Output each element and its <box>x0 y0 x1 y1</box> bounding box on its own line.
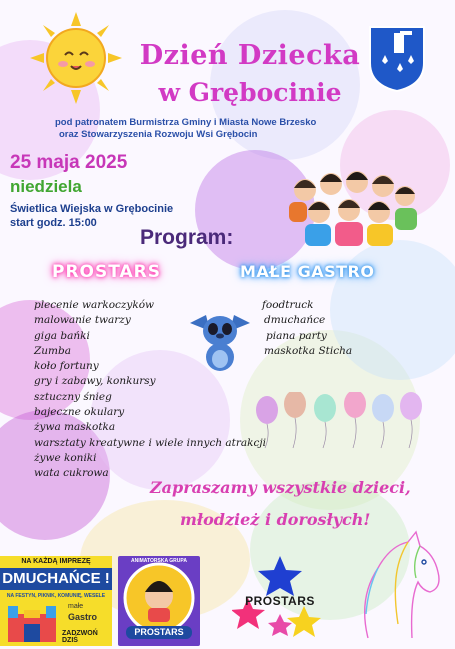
prostars-heading: PROSTARS <box>52 262 162 282</box>
ad-brand-name: Gastro <box>68 612 98 622</box>
sun-illustration <box>30 12 122 104</box>
list-item: bajeczne okulary <box>34 406 125 419</box>
list-item: malowanie twarzy <box>34 314 131 327</box>
list-item: warsztaty kreatywne i wiele innych atrakcji <box>34 436 267 449</box>
ad-brand-small: małe <box>68 603 84 610</box>
patronage-text <box>55 117 385 141</box>
list-item: plecenie warkoczyków <box>34 299 155 311</box>
male-gastro-activity-list <box>262 298 412 359</box>
prostars-badge-logo <box>118 556 200 646</box>
badge-name: PROSTARS <box>126 626 192 639</box>
invite-line1: Zapraszamy wszystkie dzieci, <box>150 478 411 497</box>
stars-logo-text: PROSTARS <box>245 594 315 608</box>
badge-top-text: ANIMATORSKA GRUPA <box>131 558 187 564</box>
patronage-line2: oraz Stowarzyszenia Rozwoju Wsi Grębocin <box>59 129 258 140</box>
event-title-line1: Dzień Dziecka <box>139 40 361 71</box>
program-heading: Program: <box>140 226 234 249</box>
patronage-line1: pod patronatem Burmistrza Gminy i Miasta Nowe Brzesko <box>55 117 317 128</box>
invite-line2: młodzież i dorosłych! <box>180 510 371 529</box>
list-item: Zumba <box>34 344 71 357</box>
list-item: piana party <box>266 329 327 342</box>
ad-top-text: NA KAŻDĄ IMPREZĘ <box>21 558 91 565</box>
event-day: niedziela <box>10 177 82 196</box>
ad-call-to-action: ZADZWOŃ DZIŚ <box>62 630 98 644</box>
event-start-time: start godz. 15:00 <box>10 217 97 229</box>
prostars-stars-logo <box>232 554 328 644</box>
stitch-mascot-icon <box>188 305 252 373</box>
event-date: 25 maja 2025 <box>10 152 128 173</box>
event-title-line2: w Grębocinie <box>158 78 342 107</box>
ad-title: DMUCHAŃCE ! <box>0 568 112 590</box>
dmuchance-advert <box>0 556 112 646</box>
horse-sketch-icon <box>338 528 450 646</box>
list-item: wata cukrowa <box>34 467 109 480</box>
kids-illustration <box>283 168 423 246</box>
list-item: żywa maskotka <box>34 421 116 434</box>
balloons-illustration <box>255 392 425 450</box>
bounce-castle-icon <box>4 600 60 644</box>
list-item: sztuczny śnieg <box>34 390 112 403</box>
list-item: gry i zabawy, konkursy <box>34 375 156 388</box>
event-place: Świetlica Wiejska w Grębocinie <box>10 203 174 215</box>
ad-subtitle: NA FESTYN, PIKNIK, KOMUNIĘ, WESELE <box>6 593 106 599</box>
list-item: żywe koniki <box>34 451 97 464</box>
list-item: giga bańki <box>34 329 90 342</box>
list-item: foodtruck <box>262 299 314 311</box>
coat-of-arms-icon <box>368 25 426 93</box>
list-item: koło fortuny <box>34 360 99 373</box>
male-gastro-heading: MAŁE GASTRO <box>240 262 375 281</box>
list-item: dmuchańce <box>264 314 326 327</box>
list-item: maskotka Sticha <box>264 344 353 357</box>
